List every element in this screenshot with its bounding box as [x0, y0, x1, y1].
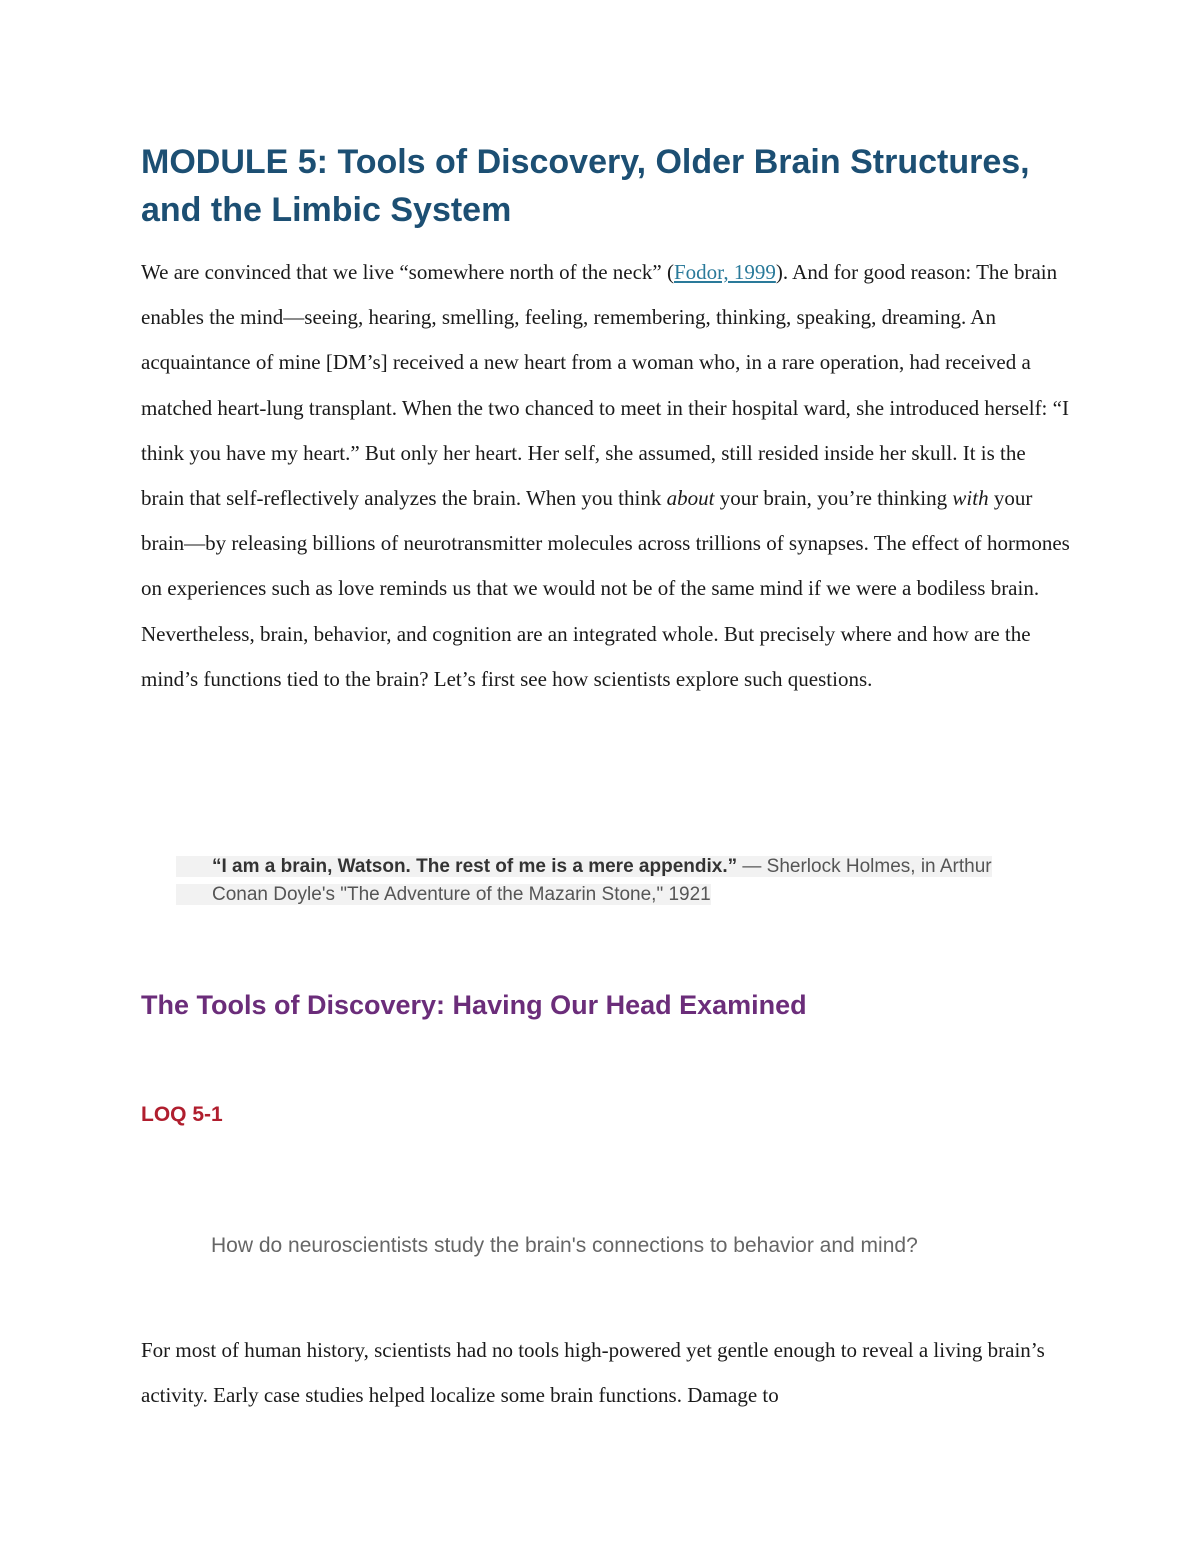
module-title: MODULE 5: Tools of Discovery, Older Brain Structures, and the Limbic System — [141, 143, 1030, 229]
intro-text-start: We are convinced that we live “somewhere north of the neck” ( — [141, 260, 674, 284]
intro-text-end: your brain—by releasing billions of neurotransmitter molecules across trillions of synapses. The effect of hormones on experiences such as love reminds us that we would not be of the same mind if we were a bodiless brain. Nevertheless, brain, behavior, and cognition are an integrated whole. But precisely where and how are the mind’s functions tied to the brain? Let’s first see how scientists explore such questions. — [141, 486, 1070, 691]
emphasis-with: with — [952, 486, 989, 511]
intro-text-body: ). And for good reason: The brain enables the mind—seeing, hearing, smelling, feeling, remembering, thinking, speaking, dreaming. An acquaintance of mine [DM’s] received a new heart from a woman who, in a rare operation, had received a matched heart-lung transplant. When the two chanced to meet in their hospital ward, she introduced herself: “I think you have my heart.” But only her heart. Her self, she assumed, still resided inside her skull. It is the brain that self-reflectively analyzes the brain. When you think — [141, 260, 1069, 511]
intro-paragraph — [141, 250, 1071, 702]
loq-label: LOQ 5-1 — [141, 1103, 223, 1126]
body-paragraph: For most of human history, scientists had no tools high-powered yet gentle enough to reveal a living brain’s activity. Early case studies helped localize some brain functions. Damage to — [141, 1338, 1045, 1408]
quote-highlight — [176, 856, 992, 905]
section-title: The Tools of Discovery: Having Our Head Examined — [141, 990, 807, 1020]
loq-question: How do neuroscientists study the brain's connections to behavior and mind? — [211, 1234, 918, 1257]
emphasis-about: about — [666, 486, 715, 511]
citation-link-fodor[interactable]: Fodor, 1999 — [674, 260, 776, 284]
intro-text-mid: your brain, you’re thinking — [714, 486, 953, 511]
quote-attribution: — Sherlock Holmes, in Arthur Conan Doyle's "The Adventure of the Mazarin Stone," 1921 — [212, 856, 992, 905]
epigraph-quote — [176, 853, 1046, 909]
quote-text: “I am a brain, Watson. The rest of me is a mere appendix.” — [212, 856, 738, 877]
